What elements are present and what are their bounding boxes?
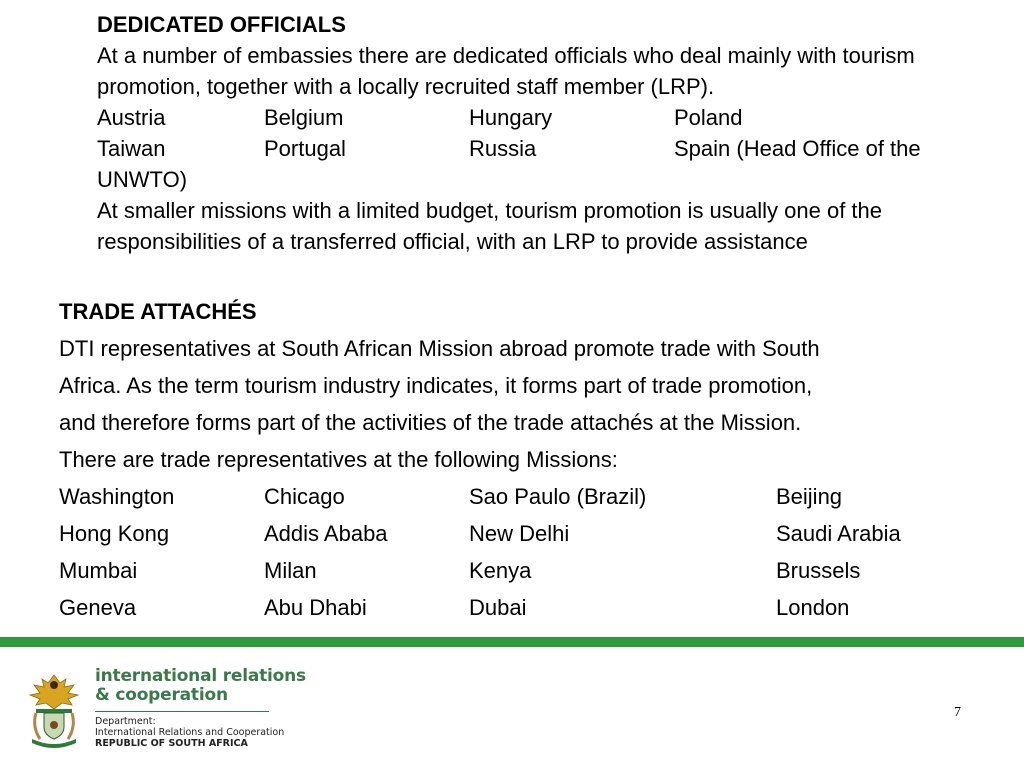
mission-cell: Kenya <box>469 558 532 583</box>
country-row <box>97 102 977 133</box>
country-cell: Poland <box>674 105 743 130</box>
mission-cell: London <box>776 595 850 620</box>
trade-attaches-section <box>59 293 979 626</box>
mission-cell: Mumbai <box>59 558 138 583</box>
mission-cell: Milan <box>264 558 317 583</box>
mission-row <box>59 515 979 552</box>
footer <box>0 647 1024 768</box>
country-cell: Hungary <box>469 105 553 130</box>
mission-cell: Chicago <box>264 484 345 509</box>
page-number: 7 <box>954 705 961 720</box>
mission-cell: Addis Ababa <box>264 521 388 546</box>
mission-cell: Brussels <box>776 558 861 583</box>
section-heading: DEDICATED OFFICIALS <box>97 12 346 37</box>
country-continuation: UNWTO) <box>97 167 188 192</box>
mission-cell: New Delhi <box>469 521 570 546</box>
mission-row <box>59 552 979 589</box>
dedicated-intro: At a number of embassies there are dedicated officials who deal mainly with tourism promotion, together with a locally recruited staff member (LRP). <box>97 43 915 99</box>
brand-block <box>95 667 306 749</box>
trade-text-line: There are trade representatives at the following Missions: <box>59 447 618 472</box>
country-cell: Austria <box>97 105 166 130</box>
brand-title-line2: & cooperation <box>95 685 228 705</box>
dept-name: International Relations and Cooperation <box>95 727 285 738</box>
mission-cell: Dubai <box>469 595 527 620</box>
brand-title-line1: international relations <box>95 666 306 686</box>
trade-text-line: and therefore forms part of the activities of the trade attachés at the Mission. <box>59 410 802 435</box>
mission-cell: Washington <box>59 484 175 509</box>
country-cell: Russia <box>469 136 537 161</box>
dedicated-officials-section <box>97 9 977 257</box>
mission-row <box>59 589 979 626</box>
brand-rule <box>95 711 269 712</box>
coat-of-arms-icon <box>22 669 86 749</box>
country-row <box>97 133 977 164</box>
country-cell: Taiwan <box>97 136 166 161</box>
footer-divider <box>0 637 1024 647</box>
trade-text-line: Africa. As the term tourism industry indicates, it forms part of trade promotion, <box>59 373 813 398</box>
smaller-missions-text: At smaller missions with a limited budget, tourism promotion is usually one of the responsibilities of a transferred official, with an LRP to provide assistance <box>97 198 883 254</box>
mission-cell: Hong Kong <box>59 521 170 546</box>
trade-text-line: DTI representatives at South African Mission abroad promote trade with South <box>59 336 820 361</box>
mission-cell: Abu Dhabi <box>264 595 367 620</box>
dept-label: Department: <box>95 716 156 727</box>
mission-cell: Sao Paulo (Brazil) <box>469 484 647 509</box>
mission-cell: Beijing <box>776 484 843 509</box>
mission-cell: Saudi Arabia <box>776 521 901 546</box>
country-cell: Belgium <box>264 105 344 130</box>
country-cell: Portugal <box>264 136 346 161</box>
country-name: REPUBLIC OF SOUTH AFRICA <box>95 738 248 749</box>
country-cell: Spain (Head Office of the <box>674 136 921 161</box>
mission-row <box>59 478 979 515</box>
mission-cell: Geneva <box>59 595 137 620</box>
section-heading: TRADE ATTACHÉS <box>59 299 257 324</box>
